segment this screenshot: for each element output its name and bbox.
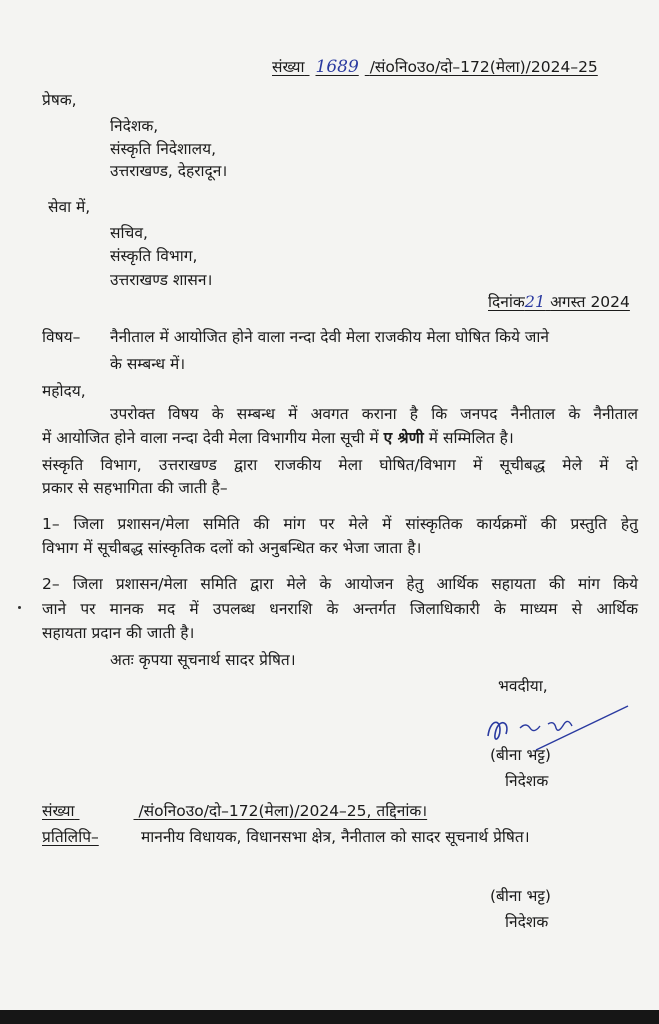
signatory-title-2: निदेशक xyxy=(505,913,549,931)
sender-line-3: उत्तराखण्ड, देहरादून। xyxy=(110,162,228,180)
item-2-line-1: 2– जिला प्रशासन/मेला समिति द्वारा मेले के आयोजन हेतु आर्थिक सहायता की मांग किये xyxy=(42,575,638,593)
subject-line-1: नैनीताल में आयोजित होने वाला नन्दा देवी मेला राजकीय मेला घोषित किये जाने xyxy=(110,328,550,346)
subject-label: विषय– xyxy=(42,328,81,346)
endorsement-ref: /संoनिoउo/दो–172(मेला)/2024–25, तद्दिनांक। xyxy=(138,802,428,820)
paragraph-1-line-2 xyxy=(42,428,514,448)
item-2-line-2: जाने पर मानक मद में उपलब्ध धनराशि के अन्तर्गत जिलाधिकारी के माध्यम से आर्थिक xyxy=(42,600,638,618)
signatory-title: निदेशक xyxy=(505,772,549,790)
sender-line-1: निदेशक, xyxy=(110,117,159,135)
endorsement-reference xyxy=(42,801,480,821)
salutation: महोदय, xyxy=(42,382,86,400)
signatory-name-2: (बीना भट्ट) xyxy=(490,887,551,905)
closing-line: अतः कृपया सूचनार्थ सादर प्रेषित। xyxy=(110,651,296,669)
paragraph-1-line-1: उपरोक्त विषय के सम्बन्ध में अवगत कराना है कि जनपद नैनीताल के नैनीताल xyxy=(110,405,638,423)
ref-prefix: संख्या xyxy=(272,58,305,76)
copy-label: प्रतिलिपि– xyxy=(42,828,99,846)
item-2-line-3: सहायता प्रदान की जाती है। xyxy=(42,624,195,642)
p1-line2-text-b: में सम्मिलित है। xyxy=(428,429,514,447)
date-prefix: दिनांक xyxy=(488,293,525,311)
date-suffix: अगस्त 2024 xyxy=(550,293,630,311)
reference-number xyxy=(272,57,598,77)
item-1-line-1: 1– जिला प्रशासन/मेला समिति की मांग पर मेले में सांस्कृतिक कार्यक्रमों की प्रस्तुति हेतु xyxy=(42,515,638,533)
endorsement-label: संख्या xyxy=(42,802,75,820)
bottom-edge xyxy=(0,1010,659,1024)
p1-line2-text-a: में आयोजित होने वाला नन्दा देवी मेला विभागीय मेला सूची में xyxy=(42,429,379,447)
letter-date xyxy=(488,292,630,312)
item-1-line-2: विभाग में सूचीबद्ध सांस्कृतिक दलों को अनुबन्धित कर भेजा जाता है। xyxy=(42,539,422,557)
paragraph-1-line-3: संस्कृति विभाग, उत्तराखण्ड द्वारा राजकीय मेला घोषित/विभाग में सूचीबद्ध मेले में दो xyxy=(42,456,638,474)
recipient-label: सेवा में, xyxy=(48,198,91,216)
date-day-handwritten: 21 xyxy=(524,292,546,311)
paragraph-1-line-4: प्रकार से सहभागिता की जाती है– xyxy=(42,479,228,497)
signatory-name: (बीना भट्ट) xyxy=(490,746,551,764)
ref-number-handwritten: 1689 xyxy=(315,57,359,77)
copy-text: माननीय विधायक, विधानसभा क्षेत्र, नैनीताल को सादर सूचनार्थ प्रेषित। xyxy=(141,828,530,846)
recipient-line-2: संस्कृति विभाग, xyxy=(110,247,198,265)
valediction: भवदीया, xyxy=(498,677,548,695)
subject-line-2: के सम्बन्ध में। xyxy=(110,355,186,373)
sender-line-2: संस्कृति निदेशालय, xyxy=(110,140,217,158)
recipient-line-3: उत्तराखण्ड शासन। xyxy=(110,271,213,289)
ref-suffix: /संoनिoउo/दो–172(मेला)/2024–25 xyxy=(369,58,598,76)
sender-label: प्रेषक, xyxy=(42,91,77,109)
recipient-line-1: सचिव, xyxy=(110,224,148,242)
margin-mark xyxy=(18,606,21,609)
category-highlight: ए श्रेणी xyxy=(383,429,424,447)
